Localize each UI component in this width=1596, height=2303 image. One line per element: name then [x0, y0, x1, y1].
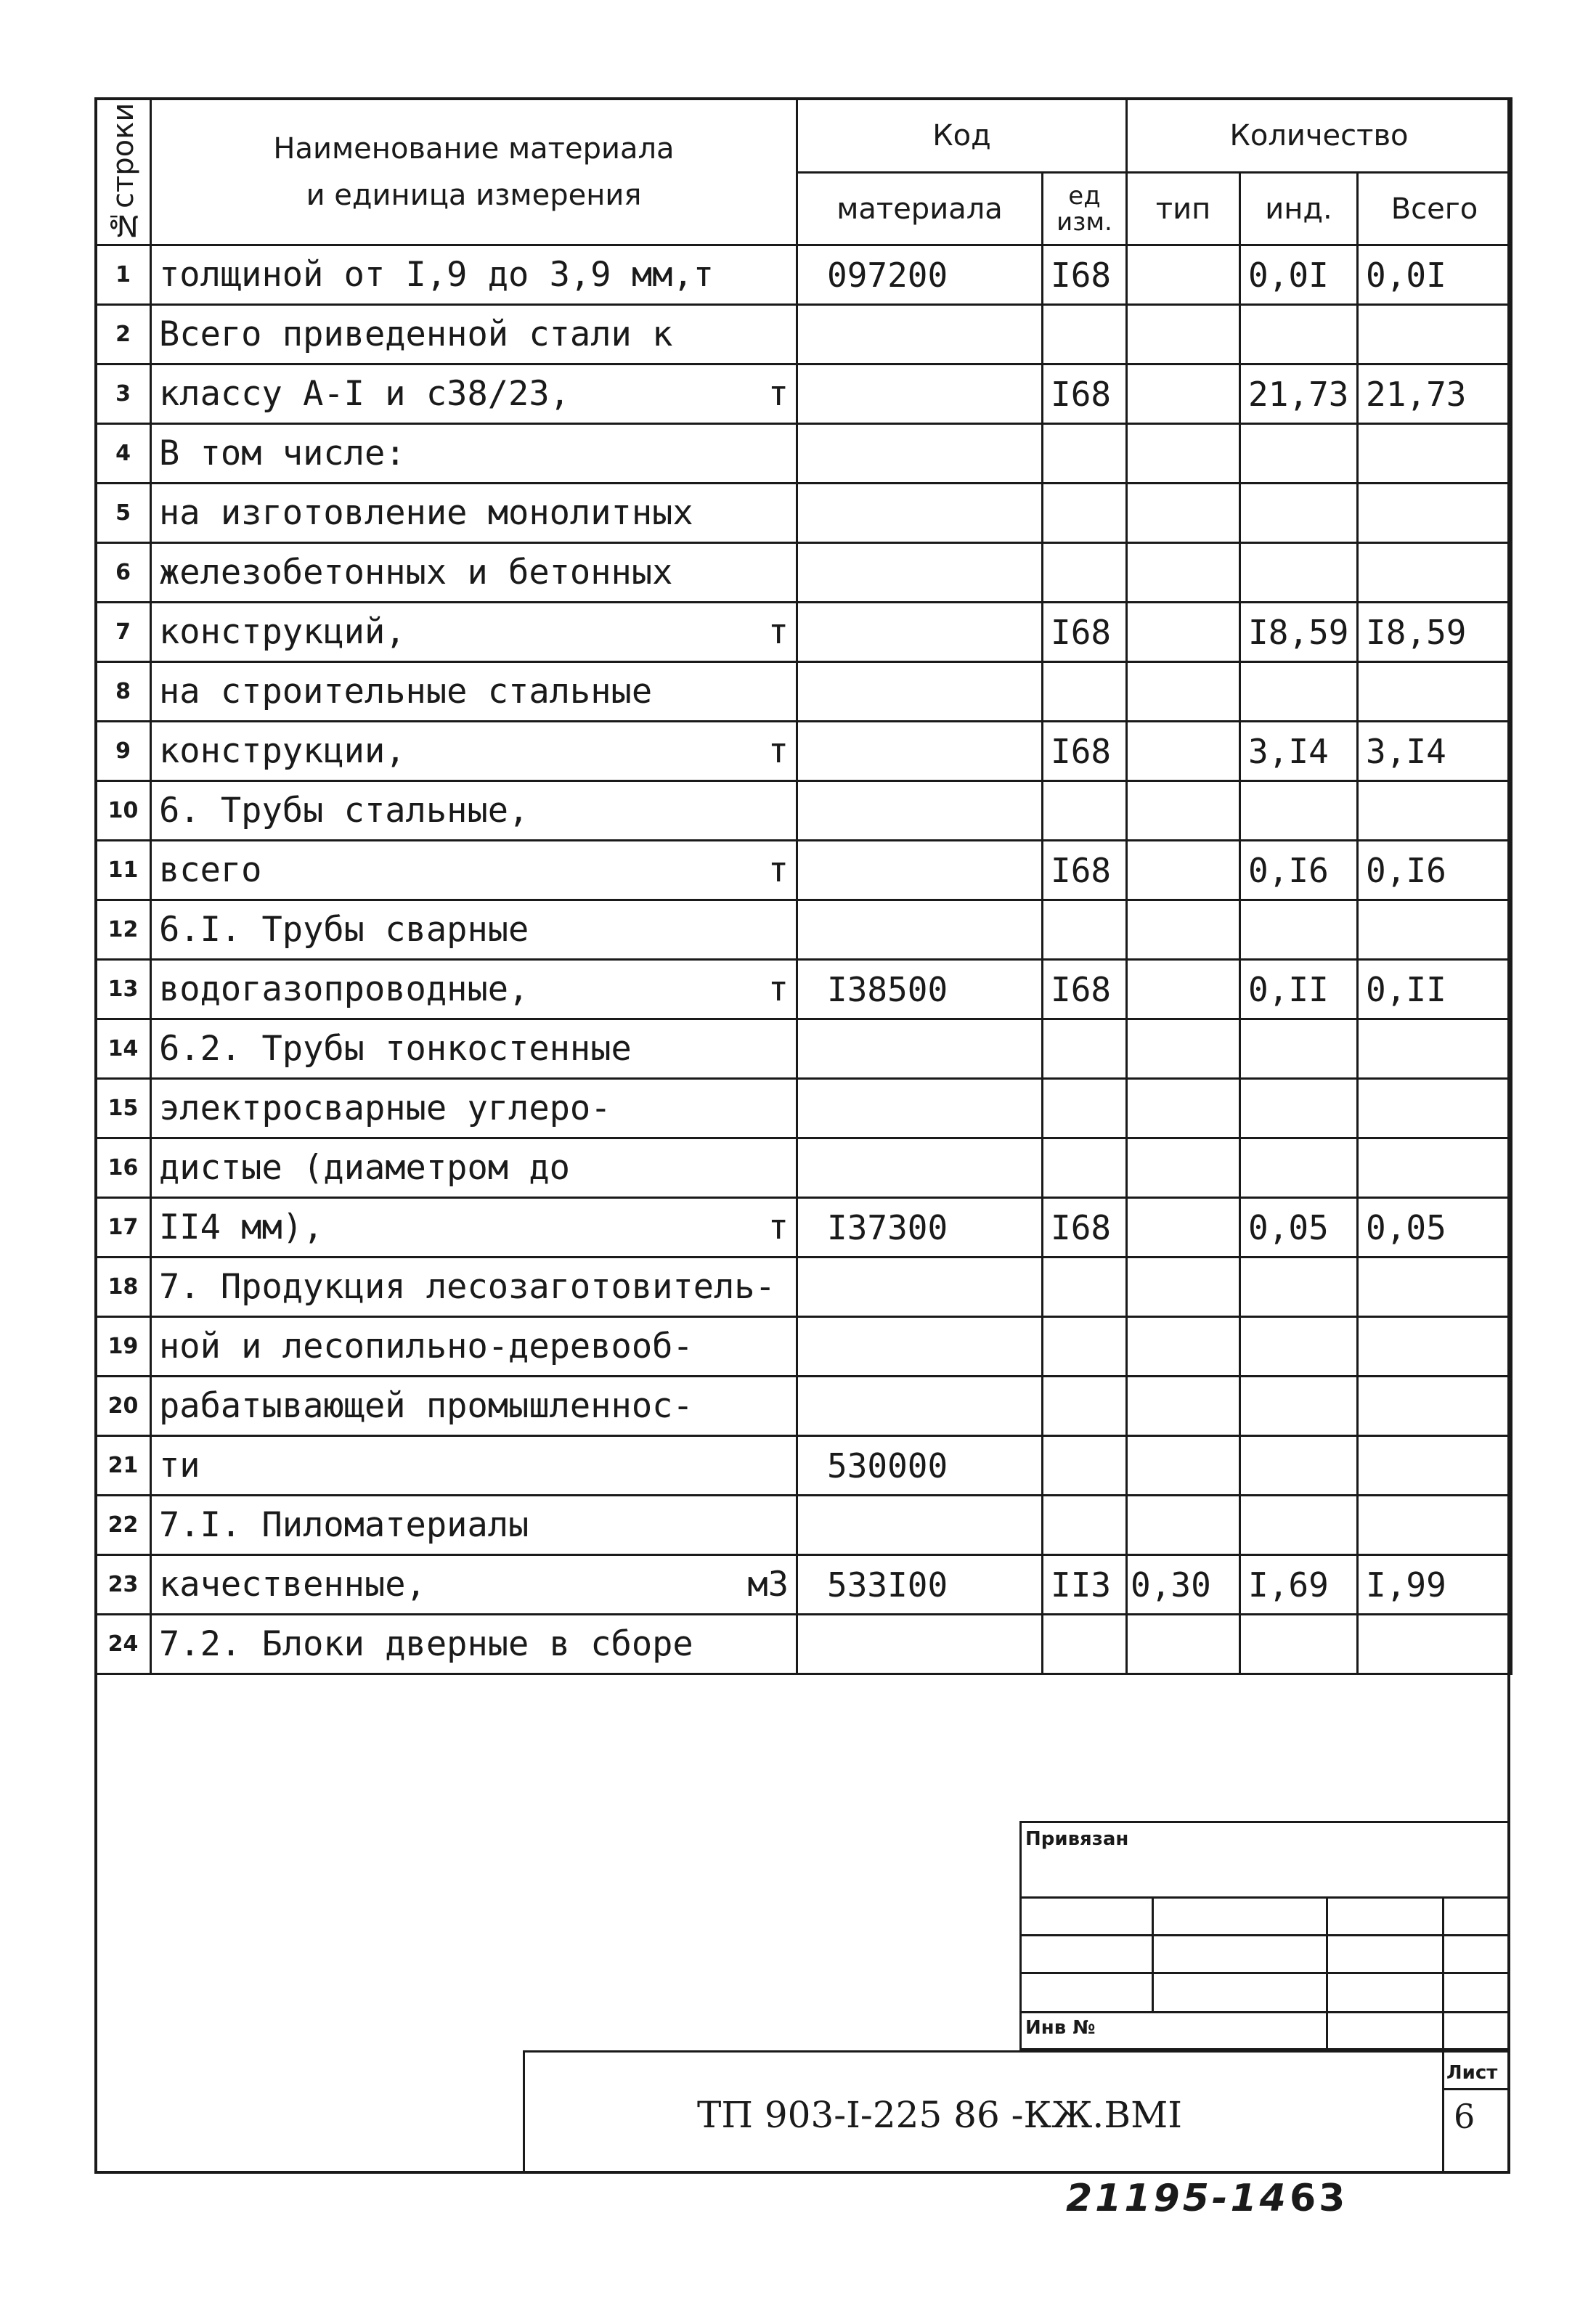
type-quantity: [1127, 960, 1240, 1019]
sheet-divider: [1442, 2050, 1444, 2174]
individual-qty-header: инд.: [1240, 173, 1358, 245]
total-quantity: [1358, 484, 1512, 543]
table-row: [96, 1258, 1512, 1317]
individual-quantity: [1240, 1615, 1358, 1674]
table-row: [96, 1198, 1512, 1258]
material-name-text: Всего приведенной стали к: [159, 314, 673, 354]
page-number: 63: [1290, 2177, 1348, 2220]
individual-quantity: [1240, 1496, 1358, 1555]
table-row: [96, 305, 1512, 364]
total-quantity: I8,59: [1358, 603, 1512, 662]
material-name-text: конструкций,: [159, 612, 406, 652]
bound-line-3: [1019, 1972, 1510, 1974]
row-number: 13: [96, 960, 151, 1019]
material-code: [797, 1138, 1043, 1198]
type-quantity: [1127, 841, 1240, 900]
unit-code: [1043, 1317, 1127, 1377]
material-name-text: железобетонных и бетонных: [159, 553, 673, 592]
material-name: [151, 1198, 797, 1258]
material-name: [151, 543, 797, 603]
row-number: 10: [96, 781, 151, 841]
material-name-text: 7. Продукция лесозаготовитель-: [159, 1267, 775, 1307]
row-number: 12: [96, 900, 151, 960]
quantity-group-header: Количество: [1127, 99, 1512, 173]
total-quantity: [1358, 781, 1512, 841]
total-quantity: 0,II: [1358, 960, 1512, 1019]
individual-quantity: 3,I4: [1240, 722, 1358, 781]
handwritten-number: 21195-14: [1066, 2177, 1289, 2220]
individual-quantity: [1240, 1258, 1358, 1317]
material-unit: т: [768, 731, 789, 771]
unit-code: [1043, 543, 1127, 603]
row-number: 20: [96, 1377, 151, 1436]
material-name: [151, 1436, 797, 1496]
material-name: [151, 1138, 797, 1198]
material-name-text: водогазопроводные,: [159, 969, 529, 1009]
row-number: 4: [96, 424, 151, 484]
material-name-text: дистые (диаметром до: [159, 1148, 570, 1188]
material-code-header: материала: [797, 173, 1043, 245]
total-qty-header: Всего: [1358, 173, 1512, 245]
material-code: [797, 1019, 1043, 1079]
total-quantity: [1358, 305, 1512, 364]
table-header: [96, 99, 1512, 245]
material-name-text: ной и лесопильно-деревооб-: [159, 1326, 693, 1366]
type-quantity: [1127, 1258, 1240, 1317]
type-quantity: [1127, 1377, 1240, 1436]
bound-line-2: [1019, 1934, 1510, 1936]
document-code: ТП 903-I-225 86 -КЖ.ВМI: [697, 2094, 1183, 2136]
unit-code: [1043, 1436, 1127, 1496]
unit-code: [1043, 484, 1127, 543]
row-number: 18: [96, 1258, 151, 1317]
material-name: [151, 424, 797, 484]
table-row: [96, 1019, 1512, 1079]
material-name-text: классу А-I и с38/23,: [159, 374, 570, 414]
type-quantity: [1127, 364, 1240, 424]
material-code: [797, 1079, 1043, 1138]
bound-line-4: [1019, 2011, 1510, 2013]
material-name-header-line2: и единица измерения: [306, 178, 642, 212]
material-name-text: толщиной от I,9 до 3,9 мм,т: [159, 255, 714, 295]
table-row: [96, 543, 1512, 603]
bound-col-3: [1442, 1896, 1444, 2050]
table-row: [96, 484, 1512, 543]
material-name-text: 6. Трубы стальные,: [159, 791, 529, 831]
type-quantity: [1127, 781, 1240, 841]
material-unit: т: [768, 612, 789, 652]
code-group-header: Код: [797, 99, 1127, 173]
material-code: [797, 781, 1043, 841]
material-name-text: рабатывающей промышленнос-: [159, 1386, 693, 1426]
table-row: [96, 1436, 1512, 1496]
material-code: [797, 841, 1043, 900]
material-unit: т: [768, 374, 789, 414]
type-quantity: [1127, 305, 1240, 364]
material-name-text: конструкции,: [159, 731, 406, 771]
individual-quantity: 0,0I: [1240, 245, 1358, 305]
unit-code: II3: [1043, 1555, 1127, 1615]
total-quantity: I,99: [1358, 1555, 1512, 1615]
material-code: [797, 662, 1043, 722]
total-quantity: [1358, 1019, 1512, 1079]
total-quantity: [1358, 1496, 1512, 1555]
material-name-text: 7.I. Пиломатериалы: [159, 1505, 529, 1545]
individual-quantity: I8,59: [1240, 603, 1358, 662]
sheet-label-line: [1442, 2088, 1510, 2090]
material-name: [151, 484, 797, 543]
row-number: 9: [96, 722, 151, 781]
total-quantity: [1358, 900, 1512, 960]
material-name: [151, 603, 797, 662]
unit-code: [1043, 1019, 1127, 1079]
unit-code: [1043, 662, 1127, 722]
sheet-label: Лист: [1446, 2062, 1498, 2084]
row-number: 11: [96, 841, 151, 900]
material-name-header: [151, 99, 797, 245]
unit-code: [1043, 1079, 1127, 1138]
material-name: [151, 900, 797, 960]
type-quantity: [1127, 1615, 1240, 1674]
material-unit: т: [768, 969, 789, 1009]
material-name: [151, 245, 797, 305]
type-quantity: [1127, 1079, 1240, 1138]
row-number: 8: [96, 662, 151, 722]
material-name: [151, 1317, 797, 1377]
total-quantity: 21,73: [1358, 364, 1512, 424]
unit-code-header-line1: ед: [1068, 181, 1101, 211]
material-name: [151, 305, 797, 364]
individual-quantity: [1240, 305, 1358, 364]
material-code: [797, 1496, 1043, 1555]
type-quantity: [1127, 1198, 1240, 1258]
total-quantity: [1358, 1258, 1512, 1317]
material-code: [797, 305, 1043, 364]
material-code: [797, 900, 1043, 960]
row-number: 14: [96, 1019, 151, 1079]
material-name: [151, 1377, 797, 1436]
material-name-text: всего: [159, 850, 262, 890]
unit-code: I68: [1043, 841, 1127, 900]
table-row: [96, 1555, 1512, 1615]
material-unit: т: [768, 850, 789, 890]
table-row: [96, 603, 1512, 662]
unit-code: I68: [1043, 1198, 1127, 1258]
table-row: [96, 424, 1512, 484]
total-quantity: [1358, 1615, 1512, 1674]
individual-quantity: [1240, 1317, 1358, 1377]
unit-code: [1043, 305, 1127, 364]
individual-quantity: [1240, 1019, 1358, 1079]
material-name: [151, 1496, 797, 1555]
unit-code: I68: [1043, 364, 1127, 424]
row-number: 24: [96, 1615, 151, 1674]
individual-quantity: 0,05: [1240, 1198, 1358, 1258]
unit-code: [1043, 781, 1127, 841]
table-row: [96, 900, 1512, 960]
total-quantity: 0,0I: [1358, 245, 1512, 305]
table-body: [96, 245, 1512, 1674]
unit-code: [1043, 1496, 1127, 1555]
sheet-number: 6: [1454, 2097, 1475, 2136]
material-name: [151, 1079, 797, 1138]
unit-code: [1043, 1258, 1127, 1317]
bound-col-1: [1152, 1896, 1154, 2011]
row-number: 21: [96, 1436, 151, 1496]
table-row: [96, 1079, 1512, 1138]
individual-quantity: [1240, 484, 1358, 543]
row-number: 22: [96, 1496, 151, 1555]
material-name-header-line1: Наименование материала: [273, 131, 675, 166]
total-quantity: [1358, 1138, 1512, 1198]
row-number: 3: [96, 364, 151, 424]
material-name: [151, 1615, 797, 1674]
unit-code: I68: [1043, 603, 1127, 662]
material-name-text: 7.2. Блоки дверные в сборе: [159, 1624, 693, 1664]
row-number: 19: [96, 1317, 151, 1377]
material-name: [151, 722, 797, 781]
type-quantity: [1127, 900, 1240, 960]
material-name-text: качественные,: [159, 1565, 426, 1605]
row-number: 2: [96, 305, 151, 364]
type-quantity: [1127, 1317, 1240, 1377]
material-name: [151, 662, 797, 722]
total-quantity: [1358, 1377, 1512, 1436]
material-name-text: электросварные углеро-: [159, 1088, 611, 1128]
type-quantity: [1127, 1496, 1240, 1555]
row-number: 16: [96, 1138, 151, 1198]
total-quantity: 0,I6: [1358, 841, 1512, 900]
row-number: 15: [96, 1079, 151, 1138]
unit-code: [1043, 900, 1127, 960]
unit-code: I68: [1043, 245, 1127, 305]
individual-quantity: [1240, 900, 1358, 960]
table-row: [96, 841, 1512, 900]
unit-code-header: [1043, 173, 1127, 245]
material-name: [151, 1555, 797, 1615]
material-code: [797, 1258, 1043, 1317]
row-number: 6: [96, 543, 151, 603]
material-name-text: 6.2. Трубы тонкостенные: [159, 1029, 632, 1069]
unit-code: [1043, 424, 1127, 484]
type-quantity: [1127, 484, 1240, 543]
unit-code: [1043, 1377, 1127, 1436]
material-code: [797, 543, 1043, 603]
type-quantity: [1127, 1138, 1240, 1198]
bound-line-1: [1019, 1896, 1510, 1899]
material-name-text: В том числе:: [159, 433, 406, 473]
type-qty-header: тип: [1127, 173, 1240, 245]
type-quantity: [1127, 722, 1240, 781]
row-number: 5: [96, 484, 151, 543]
material-code: [797, 364, 1043, 424]
material-name: [151, 841, 797, 900]
unit-code: I68: [1043, 960, 1127, 1019]
individual-quantity: 0,II: [1240, 960, 1358, 1019]
type-quantity: [1127, 424, 1240, 484]
type-quantity: 0,30: [1127, 1555, 1240, 1615]
material-code: [797, 722, 1043, 781]
unit-code: I68: [1043, 722, 1127, 781]
type-quantity: [1127, 1019, 1240, 1079]
material-code: 533I00: [797, 1555, 1043, 1615]
total-quantity: [1358, 424, 1512, 484]
material-code: I38500: [797, 960, 1043, 1019]
row-number: 17: [96, 1198, 151, 1258]
unit-code: [1043, 1138, 1127, 1198]
material-code: 530000: [797, 1436, 1043, 1496]
table-row: [96, 1317, 1512, 1377]
individual-quantity: 21,73: [1240, 364, 1358, 424]
material-code: [797, 424, 1043, 484]
material-code: 097200: [797, 245, 1043, 305]
table-row: [96, 1496, 1512, 1555]
material-code: [797, 484, 1043, 543]
row-number: 1: [96, 245, 151, 305]
material-unit: т: [768, 1207, 789, 1247]
material-name: [151, 781, 797, 841]
table-row: [96, 781, 1512, 841]
total-quantity: [1358, 1079, 1512, 1138]
material-name-text: на строительные стальные: [159, 672, 653, 712]
material-code: [797, 603, 1043, 662]
type-quantity: [1127, 245, 1240, 305]
material-name-text: 6.I. Трубы сварные: [159, 910, 529, 950]
total-quantity: 0,05: [1358, 1198, 1512, 1258]
type-quantity: [1127, 603, 1240, 662]
row-number-header: №строки: [96, 99, 151, 245]
individual-quantity: [1240, 1138, 1358, 1198]
table-row: [96, 960, 1512, 1019]
individual-quantity: 0,I6: [1240, 841, 1358, 900]
total-quantity: 3,I4: [1358, 722, 1512, 781]
individual-quantity: [1240, 543, 1358, 603]
row-number: 7: [96, 603, 151, 662]
table-row: [96, 245, 1512, 305]
material-name: [151, 364, 797, 424]
table-row: [96, 1377, 1512, 1436]
type-quantity: [1127, 1436, 1240, 1496]
materials-table: [94, 97, 1512, 1675]
total-quantity: [1358, 662, 1512, 722]
unit-code-header-line2: изм.: [1056, 207, 1112, 237]
table-row: [96, 364, 1512, 424]
individual-quantity: [1240, 662, 1358, 722]
unit-code: [1043, 1615, 1127, 1674]
table-row: [96, 1138, 1512, 1198]
individual-quantity: I,69: [1240, 1555, 1358, 1615]
type-quantity: [1127, 662, 1240, 722]
material-name: [151, 1019, 797, 1079]
inventory-label: Инв №: [1025, 2017, 1096, 2039]
table-row: [96, 1615, 1512, 1674]
material-name-text: II4 мм),: [159, 1207, 324, 1247]
individual-quantity: [1240, 1436, 1358, 1496]
table-row: [96, 722, 1512, 781]
bound-col-2: [1326, 1896, 1328, 2050]
individual-quantity: [1240, 424, 1358, 484]
individual-quantity: [1240, 1377, 1358, 1436]
total-quantity: [1358, 1436, 1512, 1496]
individual-quantity: [1240, 781, 1358, 841]
material-name: [151, 960, 797, 1019]
total-quantity: [1358, 543, 1512, 603]
row-number: 23: [96, 1555, 151, 1615]
material-code: [797, 1615, 1043, 1674]
material-name: [151, 1258, 797, 1317]
type-quantity: [1127, 543, 1240, 603]
material-unit: м3: [747, 1565, 789, 1605]
total-quantity: [1358, 1317, 1512, 1377]
material-code: I37300: [797, 1198, 1043, 1258]
material-code: [797, 1377, 1043, 1436]
material-name-text: на изготовление монолитных: [159, 493, 693, 533]
table-row: [96, 662, 1512, 722]
material-name-text: ти: [159, 1446, 200, 1485]
individual-quantity: [1240, 1079, 1358, 1138]
bound-label: Привязан: [1025, 1828, 1129, 1850]
material-code: [797, 1317, 1043, 1377]
